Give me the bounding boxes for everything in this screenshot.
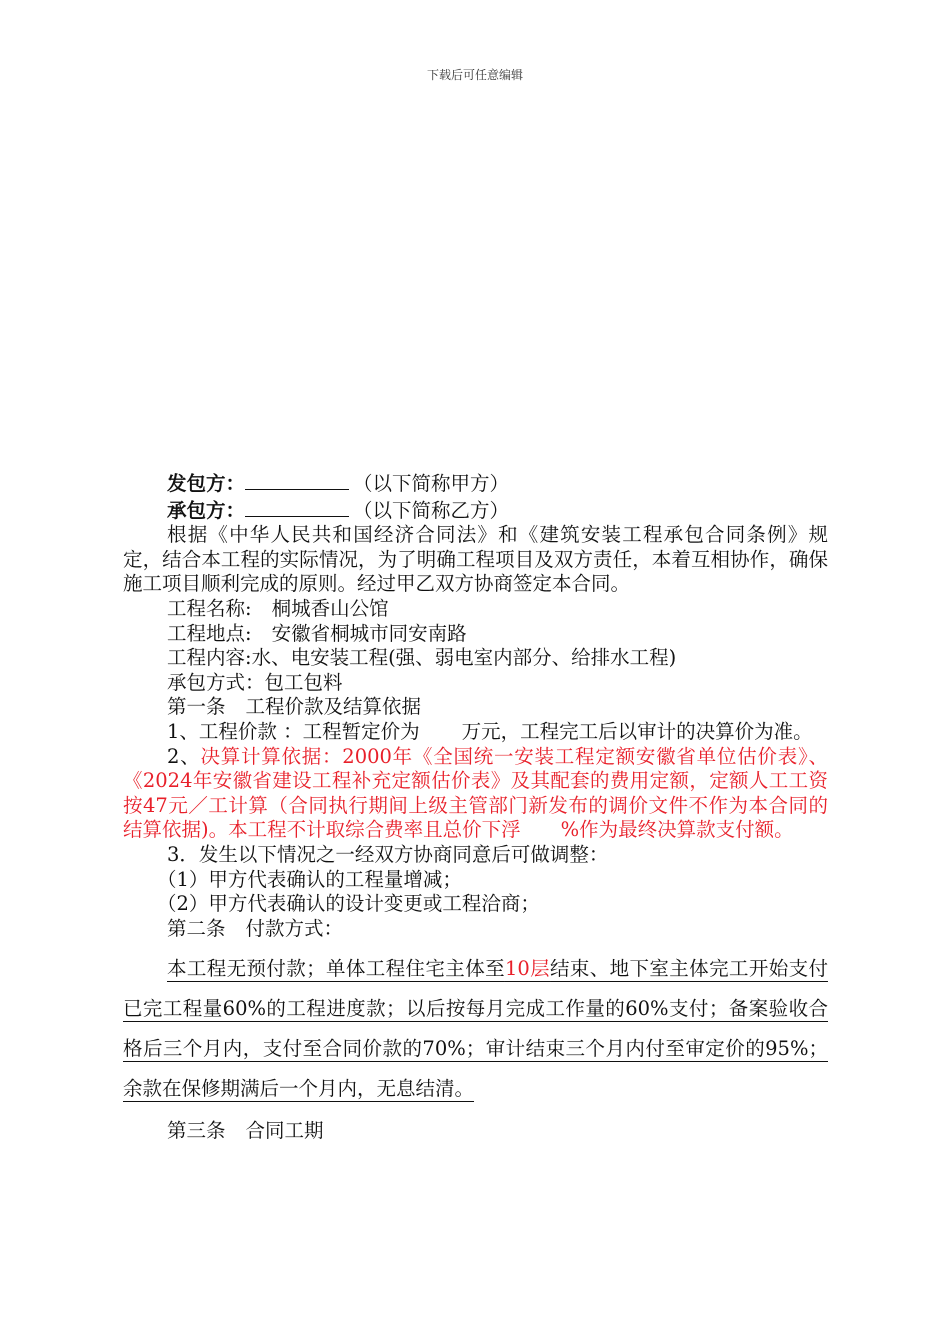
article2-body [123,949,828,1109]
party-a-suffix: （以下简称甲方） [353,472,510,495]
article1-heading: 工程价款及结算依据 [245,695,422,719]
article2-body-red-floors: 10层 [504,957,551,981]
article3-number: 第三条 [167,1119,226,1143]
article1-item1-text-b: 万元，工程完工后以审计的决算价为准。 [461,719,813,743]
party-a-label: 发包方： [167,472,246,495]
article3-heading: 合同工期 [245,1119,324,1143]
project-method-line: 承包方式：包工包料 [167,670,343,694]
article2-body-text-b: 结束、地下室主体完工开始支付已完工程量60%的工程进度款；以后按每月完成工作量的60%支付；备案验收合格后三个月内，支付至合同价款的70%；审计结束三个月内付至审定价的95%；余款在保修期满后一个月内，无息结清。 [123,957,828,1101]
party-a-line [123,470,828,497]
project-name-value: 桐城香山公馆 [271,596,389,620]
project-name-label: 工程名称: [167,596,252,620]
project-location-line [123,622,828,647]
project-location-value: 安徽省桐城市同安南路 [271,621,467,645]
party-b-line [123,497,828,524]
article3-title [123,1119,828,1144]
article1-item3: 3．发生以下情况之一经双方协商同意后可做调整： [167,842,609,866]
article1-item1 [123,720,828,745]
article1-item2 [123,745,828,843]
article2-body-text-a: 本工程无预付款；单体工程住宅主体至 [167,957,505,981]
party-b-label: 承包方： [167,498,246,522]
page-header-note: 下载后可任意编辑 [426,68,523,82]
project-location-label: 工程地点: [167,621,252,645]
article1-item1-text-a: 1、工程价款 ：工程暂定价为 [167,719,420,743]
party-b-suffix: （以下简称乙方） [353,498,510,522]
contract-body [123,470,828,1144]
project-name-line [123,597,828,622]
article2-heading: 付款方式： [245,916,344,940]
article1-title [123,695,828,720]
article2-number: 第二条 [167,916,226,940]
party-a-blank [245,470,349,490]
intro-paragraph: 根据《中华人民共和国经济合同法》和《建筑安装工程承包合同条例》规定，结合本工程的实际情况，为了明确工程项目及双方责任，本着互相协作，确保施工项目顺利完成的原则。经过甲乙双方协商签定本合同。 [123,523,828,596]
party-b-blank [245,497,349,517]
article1-item2-text-b: %作为最终决算款支付额。 [560,818,794,842]
project-content-line: 工程内容:水、电安装工程(强、弱电室内部分、给排水工程) [167,646,677,670]
article1-number: 第一条 [167,695,226,719]
article1-item2-text-a: 决算计算依据：2000年《全国统一安装工程定额安徽省单位估价表》、《2024年安徽省建设工程补充定额估价表》及其配套的费用定额，定额人工工资按47元／工计算（合同执行期间上级主管部门新发布的调价文件不作为本合同的结算依据)。本工程不计取综合费率且总价下浮 [123,744,828,842]
article2-title [123,917,828,942]
article1-item3-1: （1）甲方代表确认的工程量增减； [157,867,462,891]
article1-item2-number: 2、 [167,744,201,768]
article1-item3-2: （2）甲方代表确认的设计变更或工程洽商； [157,892,540,916]
